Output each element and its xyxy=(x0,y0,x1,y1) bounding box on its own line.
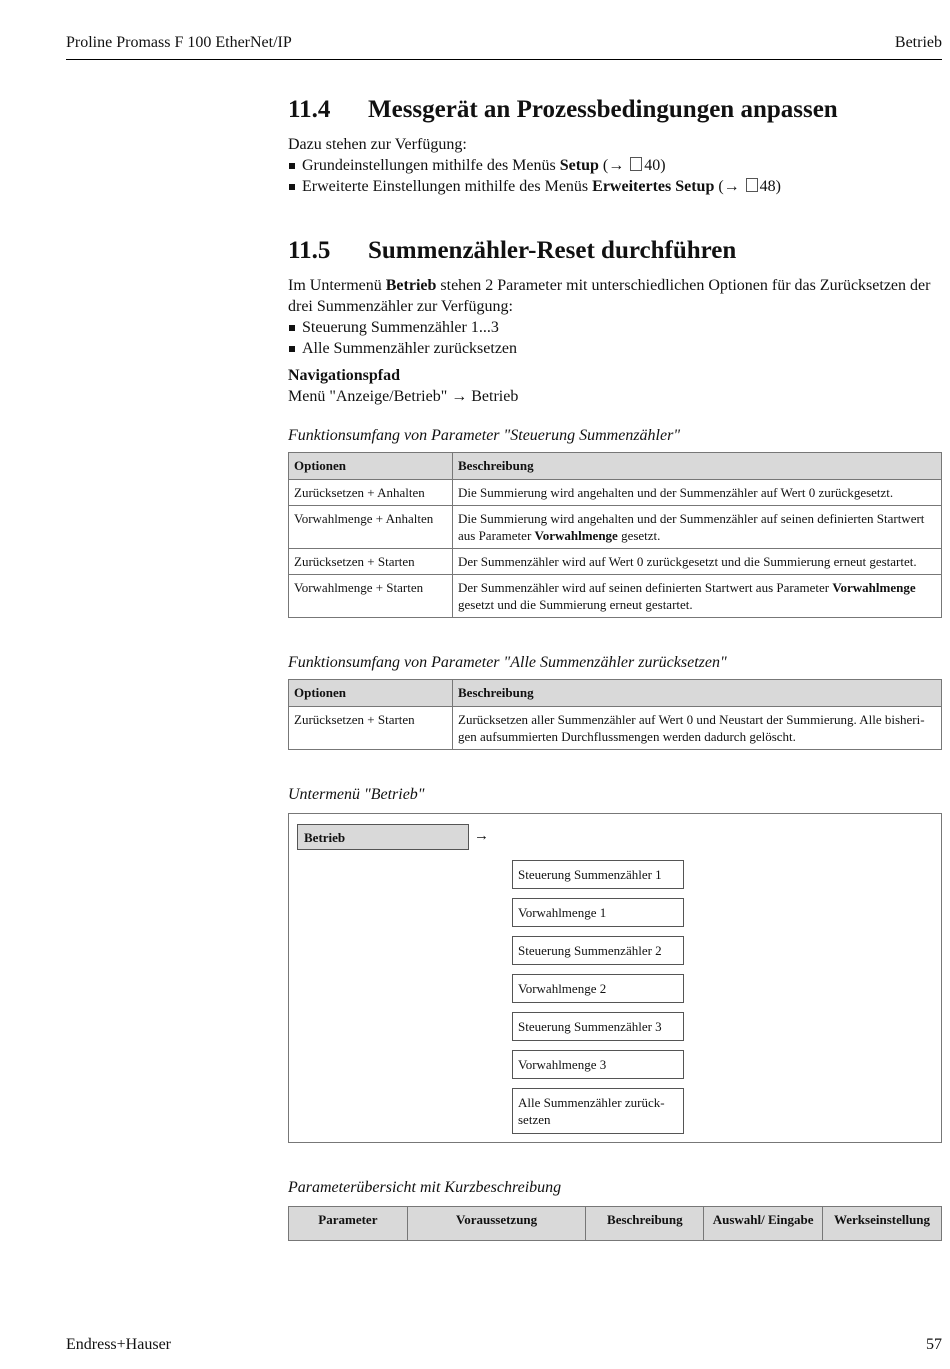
menu-link-erweitertes-setup: Erweitertes Setup xyxy=(592,178,715,195)
description-cell: Der Summenzähler wird auf seinen definierten Startwert aus Parameter Vorwahlmenge gesetzt und die Summierung erneut gestartet. xyxy=(453,575,942,618)
table-caption: Funktionsumfang von Parameter "Alle Summenzähler zurücksetzen" xyxy=(288,654,727,671)
table-header-row xyxy=(289,453,942,480)
menu-link-setup: Setup xyxy=(559,157,599,174)
options-table-alle xyxy=(288,679,942,750)
bullet-list xyxy=(288,155,942,197)
submenu-item[interactable]: Steuerung Summenzähler 1 xyxy=(512,860,684,889)
header-chapter: Betrieb xyxy=(894,34,942,51)
submenu-item[interactable]: Alle Summenzähler zurück-setzen xyxy=(512,1088,684,1134)
submenu-diagram xyxy=(288,813,942,1143)
column-header: Beschreibung xyxy=(453,680,942,707)
parameter-overview-table xyxy=(288,1206,942,1241)
column-header: Beschreibung xyxy=(453,453,942,480)
column-header: Auswahl/ Eingabe xyxy=(704,1207,823,1241)
arrow-right-icon: → xyxy=(474,828,489,844)
nav-heading: Navigationspfad xyxy=(288,367,401,384)
header-product-name: Proline Promass F 100 EtherNet/IP xyxy=(66,34,292,51)
section-heading-11-4 xyxy=(288,96,942,124)
option-cell: Zurücksetzen + Anhalten xyxy=(289,480,453,506)
submenu-item[interactable]: Vorwahlmenge 2 xyxy=(512,974,684,1003)
submenu-root-betrieb[interactable]: Betrieb xyxy=(297,824,469,850)
section-heading-11-5 xyxy=(288,237,942,265)
section-number: 11.5 xyxy=(288,237,331,264)
bullet-list xyxy=(288,317,942,359)
list-item: Grundeinstellungen mithilfe des Menüs Setup (→ 40) xyxy=(288,155,942,176)
page-header xyxy=(66,34,942,60)
column-header: Beschreibung xyxy=(586,1207,704,1241)
description-cell: Die Summierung wird angehalten und der Summenzähler auf Wert 0 zurückgesetzt. xyxy=(453,480,942,506)
submenu-caption: Untermenü "Betrieb" xyxy=(288,786,425,803)
table-row xyxy=(289,575,942,618)
submenu-item[interactable]: Steuerung Summenzähler 2 xyxy=(512,936,684,965)
table-row xyxy=(289,707,942,750)
table-caption: Funktionsumfang von Parameter "Steuerung Summenzähler" xyxy=(288,427,681,444)
description-cell: Zurücksetzen aller Summenzähler auf Wert 0 und Neustart der Summierung. Alle bisheri-gen aufsummierten Durchflussmengen werden dadurch gelöscht. xyxy=(453,707,942,750)
option-cell: Zurücksetzen + Starten xyxy=(289,707,453,750)
option-cell: Zurücksetzen + Starten xyxy=(289,549,453,575)
nav-path: Menü "Anzeige/Betrieb" → Betrieb xyxy=(288,388,519,405)
page-reference[interactable]: 40 xyxy=(644,157,661,174)
column-header: Voraussetzung xyxy=(407,1207,586,1241)
column-header: Werkseinstellung xyxy=(823,1207,942,1241)
list-item: Erweiterte Einstellungen mithilfe des Menüs Erweitertes Setup (→ 48) xyxy=(288,176,942,197)
section-number: 11.4 xyxy=(288,96,331,123)
options-table-steuerung xyxy=(288,452,942,618)
footer-brand: Endress+Hauser xyxy=(66,1336,171,1353)
page-reference-icon xyxy=(746,178,758,192)
column-header: Optionen xyxy=(289,453,453,480)
submenu-item[interactable]: Steuerung Summenzähler 3 xyxy=(512,1012,684,1041)
page-number: 57 xyxy=(926,1336,942,1353)
intro-text: Dazu stehen zur Verfügung: xyxy=(288,136,467,153)
submenu-item[interactable]: Vorwahlmenge 3 xyxy=(512,1050,684,1079)
page-content xyxy=(288,96,942,1241)
intro-text: Im Untermenü Betrieb stehen 2 Parameter mit unterschiedlichen Optionen für das Zurücksetzen der drei Summenzähler zur Verfügung: xyxy=(288,277,931,315)
section-title: Messgerät an Prozessbedingungen anpassen xyxy=(368,96,838,123)
column-header: Optionen xyxy=(289,680,453,707)
table-row xyxy=(289,480,942,506)
table-header-row xyxy=(289,1207,942,1241)
column-header: Parameter xyxy=(289,1207,408,1241)
option-cell: Vorwahlmenge + Anhalten xyxy=(289,506,453,549)
table-row xyxy=(289,506,942,549)
submenu-item[interactable]: Vorwahlmenge 1 xyxy=(512,898,684,927)
page-reference[interactable]: 48 xyxy=(759,178,776,195)
list-item: Alle Summenzähler zurücksetzen xyxy=(288,338,942,359)
list-item: Steuerung Summenzähler 1...3 xyxy=(288,317,942,338)
table-header-row xyxy=(289,680,942,707)
option-cell: Vorwahlmenge + Starten xyxy=(289,575,453,618)
section-title: Summenzähler-Reset durchführen xyxy=(368,237,737,264)
description-cell: Der Summenzähler wird auf Wert 0 zurückgesetzt und die Summierung erneut gestartet. xyxy=(453,549,942,575)
page-reference-icon xyxy=(630,157,642,171)
table-row xyxy=(289,549,942,575)
description-cell: Die Summierung wird angehalten und der Summenzähler auf seinen definierten Startwert aus Parameter Vorwahlmenge gesetzt. xyxy=(453,506,942,549)
table-caption: Parameterübersicht mit Kurzbeschreibung xyxy=(288,1179,562,1196)
